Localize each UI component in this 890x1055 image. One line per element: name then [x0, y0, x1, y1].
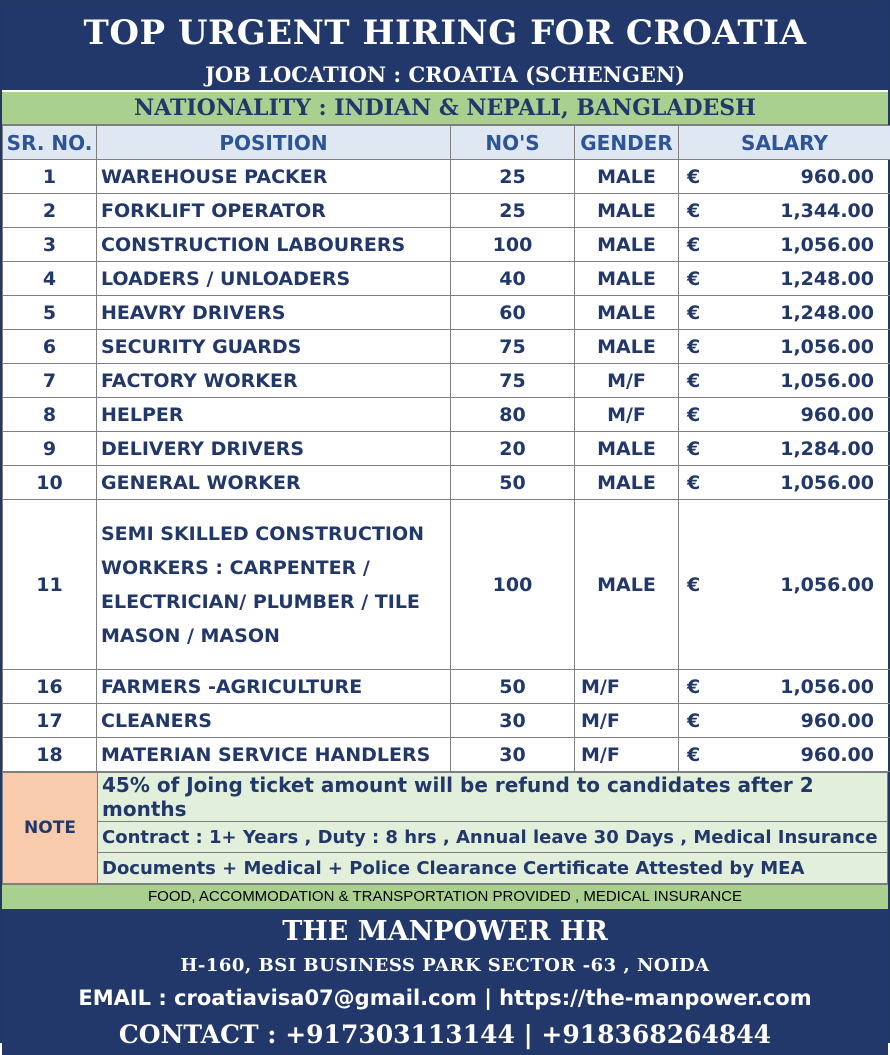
euro-symbol: €: [687, 744, 700, 766]
table-row: [3, 704, 890, 738]
table-row: [3, 432, 890, 466]
sr-no-cell: 7: [3, 364, 97, 398]
nos-cell: 50: [451, 670, 575, 704]
position-cell: FACTORY WORKER: [97, 364, 451, 398]
salary-amount: 1,056.00: [780, 370, 874, 392]
table-row: [3, 364, 890, 398]
position-cell: HEAVRY DRIVERS: [97, 296, 451, 330]
poster-title: TOP URGENT HIRING FOR CROATIA: [2, 2, 888, 62]
euro-symbol: €: [687, 438, 700, 460]
euro-symbol: €: [687, 676, 700, 698]
nos-cell: 50: [451, 466, 575, 500]
nos-cell: 25: [451, 160, 575, 194]
nos-cell: 25: [451, 194, 575, 228]
note-line: Documents + Medical + Police Clearance Certificate Attested by MEA: [98, 853, 888, 884]
salary-cell: [679, 364, 890, 398]
euro-symbol: €: [687, 166, 700, 188]
salary-cell: [679, 262, 890, 296]
euro-symbol: €: [687, 268, 700, 290]
position-line: ELECTRICIAN/ PLUMBER / TILE: [101, 585, 450, 619]
position-cell: CLEANERS: [97, 704, 451, 738]
salary-cell: [679, 704, 890, 738]
footer-band: [2, 909, 888, 1055]
position-cell: FORKLIFT OPERATOR: [97, 194, 451, 228]
gender-cell: MALE: [575, 432, 679, 466]
salary-cell: [679, 738, 890, 772]
note-line: Contract : 1+ Years , Duty : 8 hrs , Annual leave 30 Days , Medical Insurance: [98, 822, 888, 853]
benefits-banner: FOOD, ACCOMMODATION & TRANSPORTATION PROVIDED , MEDICAL INSURANCE: [2, 884, 888, 909]
position-line: MASON / MASON: [101, 619, 450, 653]
column-header-sr-no: SR. NO.: [3, 126, 97, 160]
gender-cell: M/F: [575, 738, 679, 772]
salary-cell: [679, 194, 890, 228]
salary-cell: [679, 160, 890, 194]
gender-cell: MALE: [575, 194, 679, 228]
position-cell: FARMERS -AGRICULTURE: [97, 670, 451, 704]
gender-cell: MALE: [575, 466, 679, 500]
position-line: SEMI SKILLED CONSTRUCTION: [101, 517, 450, 551]
salary-cell: [679, 330, 890, 364]
euro-symbol: €: [687, 370, 700, 392]
salary-cell: [679, 228, 890, 262]
table-row: [3, 466, 890, 500]
table-header-row: [3, 126, 890, 160]
header-band: [2, 2, 888, 92]
euro-symbol: €: [687, 574, 700, 596]
position-cell: SECURITY GUARDS: [97, 330, 451, 364]
gender-cell: MALE: [575, 296, 679, 330]
euro-symbol: €: [687, 336, 700, 358]
position-cell: WAREHOUSE PACKER: [97, 160, 451, 194]
table-row: [3, 738, 890, 772]
salary-amount: 1,056.00: [780, 472, 874, 494]
salary-amount: 1,056.00: [780, 336, 874, 358]
euro-symbol: €: [687, 200, 700, 222]
sr-no-cell: 9: [3, 432, 97, 466]
sr-no-cell: 2: [3, 194, 97, 228]
sr-no-cell: 6: [3, 330, 97, 364]
position-cell: DELIVERY DRIVERS: [97, 432, 451, 466]
table-row: [3, 670, 890, 704]
salary-cell: [679, 296, 890, 330]
sr-no-cell: 17: [3, 704, 97, 738]
sr-no-cell: 18: [3, 738, 97, 772]
sr-no-cell: 10: [3, 466, 97, 500]
table-row: [3, 398, 890, 432]
column-header-nos: NO'S: [451, 126, 575, 160]
salary-amount: 1,056.00: [780, 574, 874, 596]
column-header-salary: SALARY: [679, 126, 890, 160]
salary-cell: [679, 398, 890, 432]
salary-cell: [679, 432, 890, 466]
salary-cell: [679, 500, 890, 670]
position-cell: GENERAL WORKER: [97, 466, 451, 500]
table-row: [3, 228, 890, 262]
nos-cell: 75: [451, 330, 575, 364]
sr-no-cell: 5: [3, 296, 97, 330]
salary-amount: 1,248.00: [780, 268, 874, 290]
position-cell: [97, 500, 451, 670]
gender-cell: MALE: [575, 160, 679, 194]
position-cell: HELPER: [97, 398, 451, 432]
gender-cell: M/F: [575, 364, 679, 398]
nos-cell: 20: [451, 432, 575, 466]
nos-cell: 60: [451, 296, 575, 330]
gender-cell: MALE: [575, 330, 679, 364]
gender-cell: M/F: [575, 398, 679, 432]
email-website: EMAIL : croatiavisa07@gmail.com | https://the-manpower.com: [2, 981, 888, 1015]
column-header-position: POSITION: [97, 126, 451, 160]
table-row: [3, 262, 890, 296]
nos-cell: 75: [451, 364, 575, 398]
company-address: H-160, BSI BUSINESS PARK SECTOR -63 , NOIDA: [2, 951, 888, 981]
nos-cell: 80: [451, 398, 575, 432]
salary-amount: 1,248.00: [780, 302, 874, 324]
gender-cell: MALE: [575, 228, 679, 262]
nos-cell: 100: [451, 228, 575, 262]
table-row: [3, 330, 890, 364]
note-line: 45% of Joing ticket amount will be refund to candidates after 2 months: [98, 773, 888, 822]
nos-cell: 30: [451, 738, 575, 772]
salary-amount: 1,056.00: [780, 676, 874, 698]
sr-no-cell: 4: [3, 262, 97, 296]
job-location: JOB LOCATION : CROATIA (SCHENGEN): [2, 62, 888, 92]
position-cell: CONSTRUCTION LABOURERS: [97, 228, 451, 262]
salary-amount: 1,284.00: [780, 438, 874, 460]
euro-symbol: €: [687, 404, 700, 426]
notes-table: [2, 772, 888, 884]
salary-amount: 960.00: [801, 710, 874, 732]
jobs-table: [2, 125, 890, 772]
table-row: [3, 500, 890, 670]
position-cell: LOADERS / UNLOADERS: [97, 262, 451, 296]
salary-amount: 960.00: [801, 404, 874, 426]
table-row: [3, 194, 890, 228]
nos-cell: 40: [451, 262, 575, 296]
contact-numbers: CONTACT : +917303113144 | +918368264844: [2, 1015, 888, 1055]
salary-amount: 1,056.00: [780, 234, 874, 256]
sr-no-cell: 1: [3, 160, 97, 194]
sr-no-cell: 16: [3, 670, 97, 704]
nos-cell: 100: [451, 500, 575, 670]
euro-symbol: €: [687, 234, 700, 256]
sr-no-cell: 8: [3, 398, 97, 432]
salary-amount: 960.00: [801, 744, 874, 766]
salary-amount: 1,344.00: [780, 200, 874, 222]
euro-symbol: €: [687, 472, 700, 494]
note-label: NOTE: [3, 773, 98, 884]
gender-cell: MALE: [575, 500, 679, 670]
sr-no-cell: 11: [3, 500, 97, 670]
salary-cell: [679, 670, 890, 704]
table-row: [3, 160, 890, 194]
gender-cell: MALE: [575, 262, 679, 296]
euro-symbol: €: [687, 302, 700, 324]
company-name: THE MANPOWER HR: [2, 913, 888, 951]
column-header-gender: GENDER: [575, 126, 679, 160]
salary-cell: [679, 466, 890, 500]
salary-amount: 960.00: [801, 166, 874, 188]
gender-cell: M/F: [575, 670, 679, 704]
gender-cell: M/F: [575, 704, 679, 738]
position-cell: MATERIAN SERVICE HANDLERS: [97, 738, 451, 772]
sr-no-cell: 3: [3, 228, 97, 262]
nationality-banner: NATIONALITY : INDIAN & NEPALI, BANGLADESH: [2, 92, 888, 125]
position-line: WORKERS : CARPENTER /: [101, 551, 450, 585]
nos-cell: 30: [451, 704, 575, 738]
table-row: [3, 296, 890, 330]
euro-symbol: €: [687, 710, 700, 732]
